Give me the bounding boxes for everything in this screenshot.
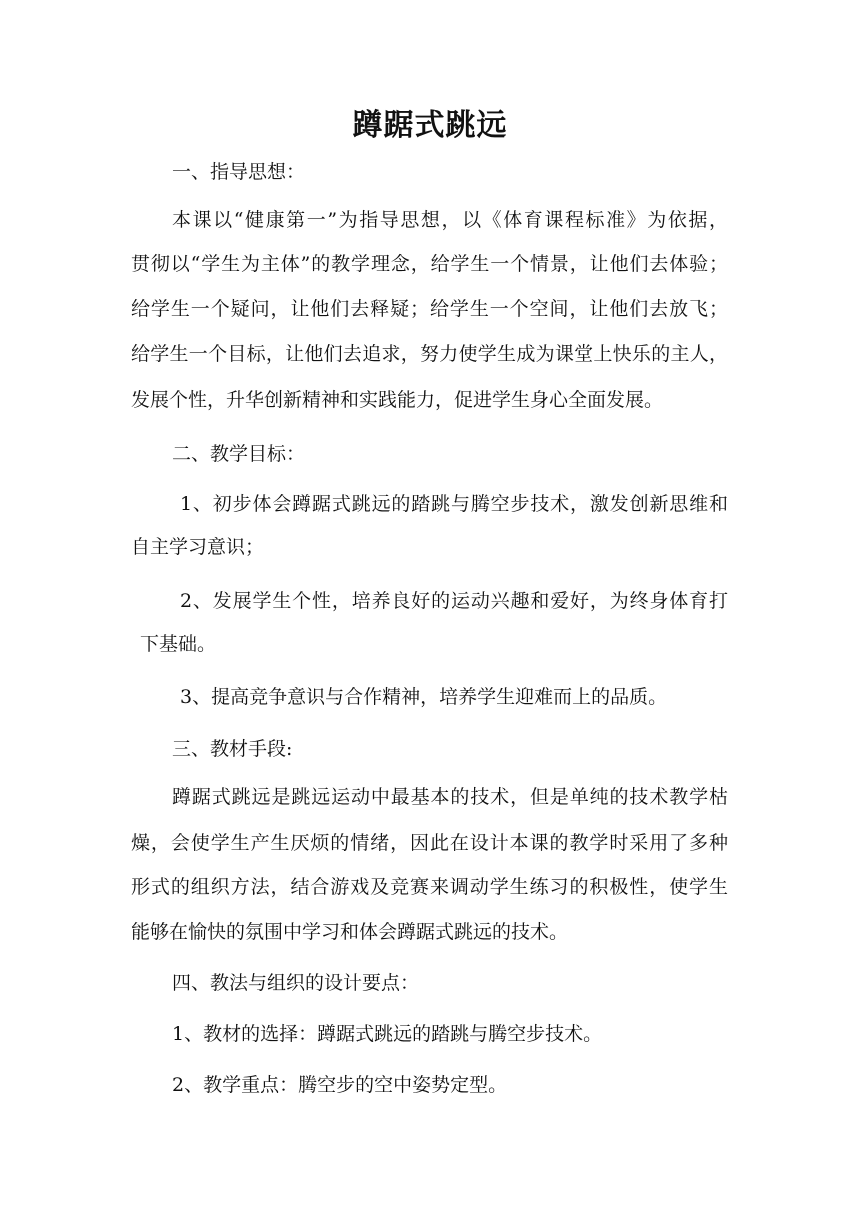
paragraph-line: 发展个性，升华创新精神和实践能力，促进学生身心全面发展。: [131, 389, 664, 411]
paragraph-line: 燥，会使学生产生厌烦的情绪，因此在设计本课的教学时采用了多种: [131, 832, 728, 854]
paragraph-line: 能够在愉快的氛围中学习和体会蹲踞式跳远的技术。: [131, 921, 569, 943]
goal-item-line: 下基础。: [140, 633, 217, 655]
document-title: 蹲踞式跳远: [352, 108, 508, 143]
paragraph-line: 本课以“健康第一”为指导思想，以《体育课程标准》为依据，: [172, 209, 728, 231]
goal-item-line: 3、提高竞争意识与合作精神，培养学生迎难而上的品质。: [180, 686, 668, 708]
method-item-line: 1、教材的选择：蹲踞式跳远的踏跳与腾空步技术。: [172, 1023, 603, 1045]
paragraph-line: 给学生一个疑问，让他们去释疑；给学生一个空间，让他们去放飞；: [131, 298, 728, 320]
paragraph-line: 贯彻以“学生为主体”的教学理念，给学生一个情景，让他们去体验；: [131, 253, 728, 275]
paragraph-line: 给学生一个目标，让他们去追求，努力使学生成为课堂上快乐的主人，: [131, 343, 728, 365]
goal-item-line: 2、发展学生个性，培养良好的运动兴趣和爱好，为终身体育打: [180, 590, 728, 612]
section-heading-material-means: 三、教材手段:: [172, 738, 293, 760]
method-item-line: 2、教学重点：腾空步的空中姿势定型。: [172, 1074, 508, 1096]
section-heading-teaching-goals: 二、教学目标：: [172, 443, 306, 465]
goal-item-line: 自主学习意识；: [131, 536, 265, 558]
goal-item-line: 1、初步体会蹲踞式跳远的踏跳与腾空步技术，激发创新思维和: [180, 493, 728, 515]
section-heading-teaching-methods: 四、教法与组织的设计要点：: [172, 972, 420, 994]
paragraph-line: 蹲踞式跳远是跳远运动中最基本的技术，但是单纯的技术教学枯: [172, 786, 728, 808]
paragraph-line: 形式的组织方法，结合游戏及竞赛来调动学生练习的积极性，使学生: [131, 876, 728, 898]
section-heading-guiding-ideology: 一、指导思想：: [172, 161, 306, 183]
